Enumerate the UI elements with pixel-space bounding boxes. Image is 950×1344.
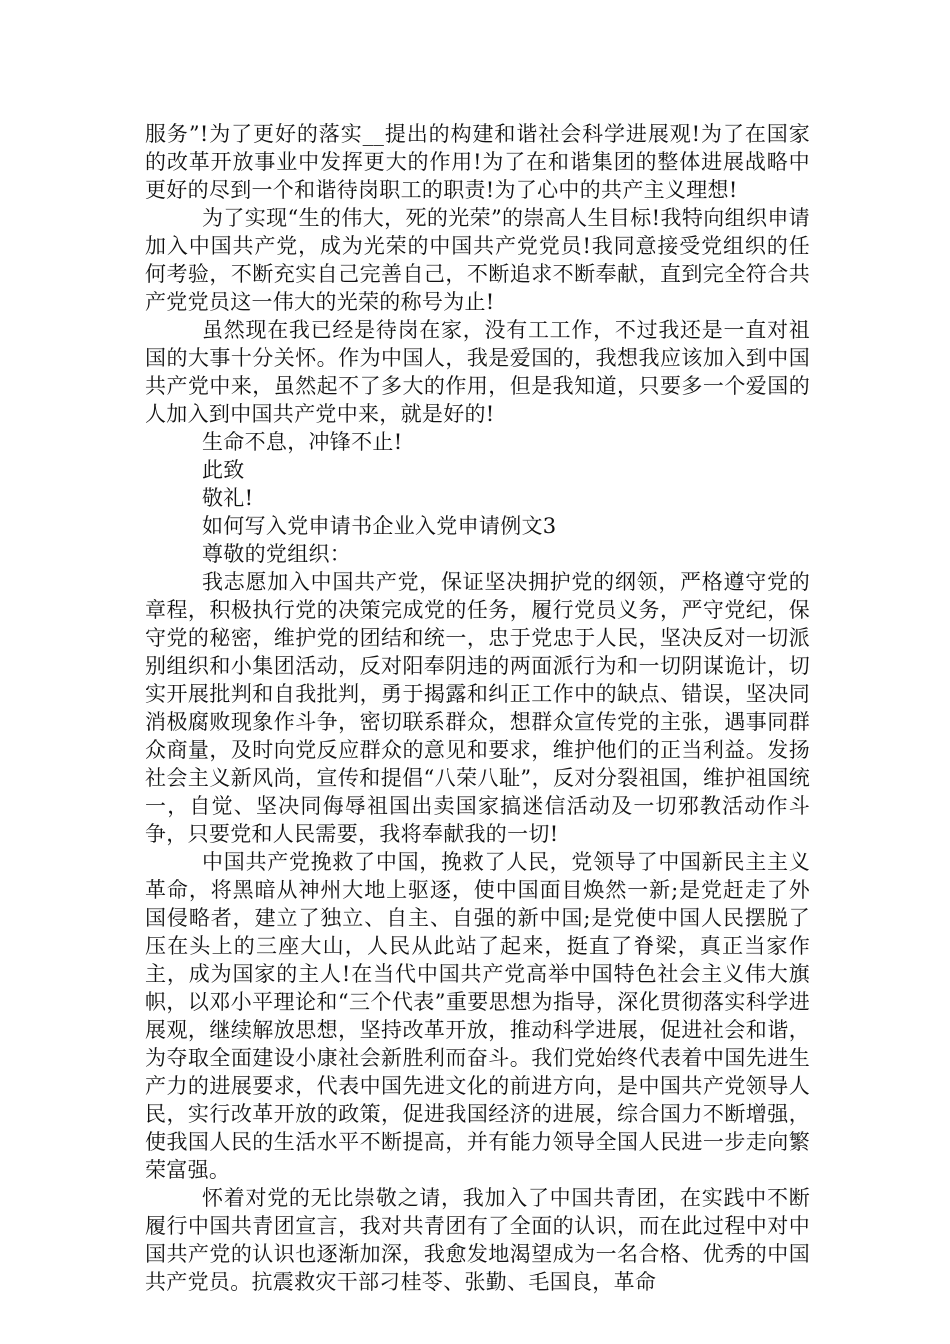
letter-greeting: 尊敬的党组织： [202, 542, 352, 566]
section-heading: 如何写入党申请书企业入党申请例文3 [202, 514, 557, 538]
closing-line-slogan: 生命不息，冲锋不止! [202, 430, 403, 454]
paragraph-2: 为了实现“生的伟大，死的光荣”的崇高人生目标!我特向组织申请加入中国共产党，成为光荣的中国共产党党员!我同意接受党组织的任何考验，不断充实自己完善自己，不断追求不断奉献，直到完全符合共产党党员这一伟大的光荣的称号为止! [145, 206, 810, 314]
closing-line-regards: 敬礼! [202, 486, 254, 510]
paragraph-6: 怀着对党的无比崇敬之请，我加入了中国共青团，在实践中不断履行中国共青团宣言，我对共青团有了全面的认识，而在此过程中对中国共产党的认识也逐渐加深，我愈发地渴望成为一名合格、优秀的中国共产党员。抗震救灾干部刁桂苓、张勤、毛国良，革命 [145, 1186, 810, 1294]
paragraph-3: 虽然现在我已经是待岗在家，没有工工作，不过我还是一直对祖国的大事十分关怀。作为中国人，我是爱国的，我想我应该加入到中国共产党中来，虽然起不了多大的作用，但是我知道，只要多一个爱国的人加入到中国共产党中来，就是好的! [145, 318, 810, 426]
paragraph-1: 服务”!为了更好的落实__提出的构建和谐社会科学进展观!为了在国家的改革开放事业中发挥更大的作用!为了在和谐集团的整体进展战略中更好的尽到一个和谐待岗职工的职责!为了心中的共产主义理想! [145, 122, 810, 202]
paragraph-5: 中国共产党挽救了中国，挽救了人民，党领导了中国新民主主义革命，将黑暗从神州大地上驱逐，使中国面目焕然一新;是党赶走了外国侵略者，建立了独立、自主、自强的新中国;是党使中国人民摆脱了压在头上的三座大山，人民从此站了起来，挺直了脊梁，真正当家作主，成为国家的主人!在当代中国共产党高举中国特色社会主义伟大旗帜，以邓小平理论和“三个代表”重要思想为指导，深化贯彻落实科学进展观，继续解放思想，坚持改革开放，推动科学进展，促进社会和谐，为夺取全面建设小康社会新胜利而奋斗。我们党始终代表着中国先进生产力的进展要求，代表中国先进文化的前进方向，是中国共产党领导人民，实行改革开放的政策，促进我国经济的进展，综合国力不断增强，使我国人民的生活水平不断提高，并有能力领导全国人民进一步走向繁荣富强。 [145, 850, 810, 1182]
document-page [145, 120, 810, 1296]
closing-line-salutation: 此致 [202, 458, 245, 482]
paragraph-4: 我志愿加入中国共产党，保证坚决拥护党的纲领，严格遵守党的章程，积极执行党的决策完成党的任务，履行党员义务，严守党纪，保守党的秘密，维护党的团结和统一，忠于党忠于人民，坚决反对一切派别组织和小集团活动，反对阳奉阴违的两面派行为和一切阴谋诡计，切实开展批判和自我批判，勇于揭露和纠正工作中的缺点、错误，坚决同消极腐败现象作斗争，密切联系群众，想群众宣传党的主张，遇事同群众商量，及时向党反应群众的意见和要求，维护他们的正当利益。发扬社会主义新风尚，宣传和提倡“八荣八耻”，反对分裂祖国，维护祖国统一，自觉、坚决同侮辱祖国出卖国家搞迷信活动及一切邪教活动作斗争，只要党和人民需要，我将奉献我的一切! [145, 570, 810, 846]
